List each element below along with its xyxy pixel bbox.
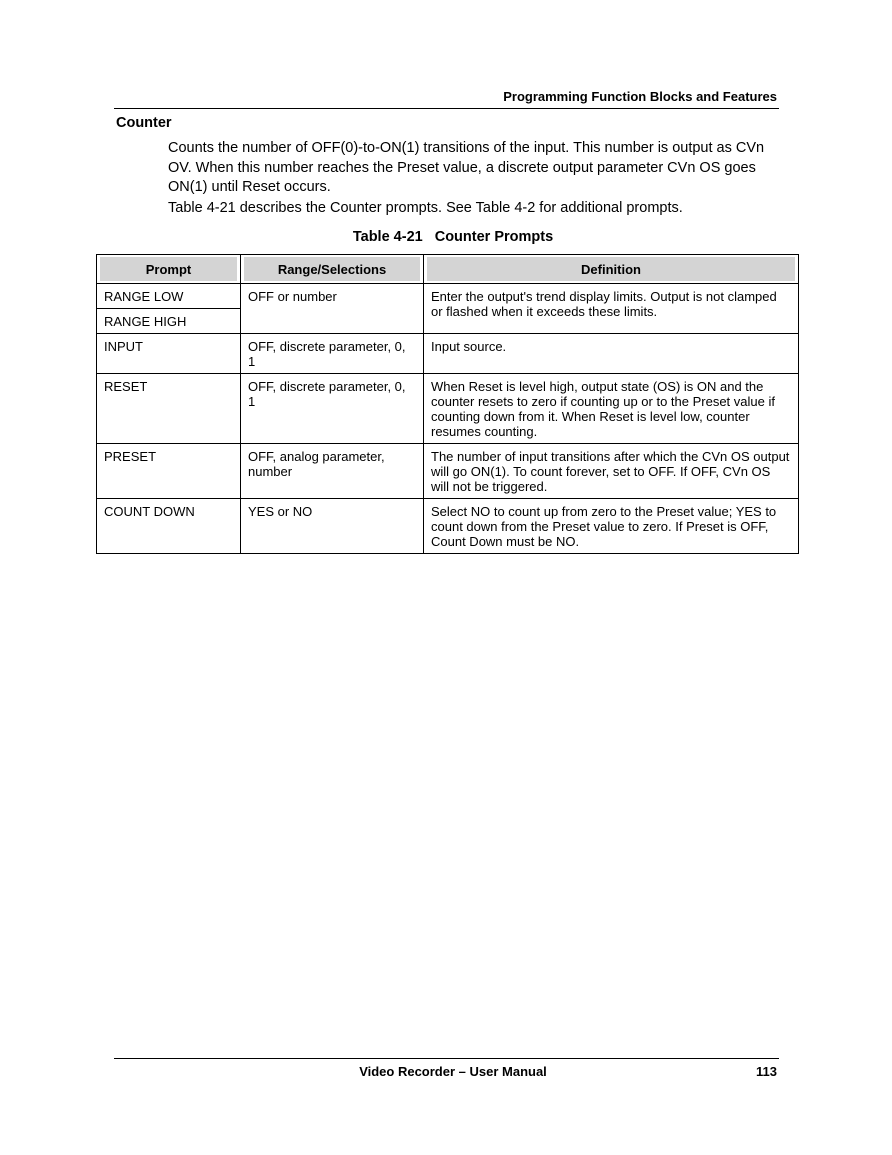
prompt-cell: RANGE LOW	[97, 284, 241, 309]
table-row	[97, 284, 799, 309]
definition-cell: When Reset is level high, output state (OS) is ON and the counter resets to zero if counting up or to the Preset value if counting down from it. When Reset is level low, counter resumes counting.	[424, 374, 799, 444]
definition-cell: The number of input transitions after which the CVn OS output will go ON(1). To count forever, set to OFF. If OFF, CVn OS will not be triggered.	[424, 444, 799, 499]
range-cell: OFF, analog parameter, number	[241, 444, 424, 499]
table-caption-number: Table 4-21	[352, 229, 423, 245]
definition-cell: Input source.	[424, 334, 799, 374]
table-row	[97, 334, 799, 374]
table-caption	[0, 229, 892, 245]
header-rule	[114, 108, 779, 109]
column-header-prompt: Prompt	[97, 255, 241, 284]
page-header-title: Programming Function Blocks and Features	[503, 89, 777, 104]
prompt-cell: INPUT	[97, 334, 241, 374]
table-row	[97, 444, 799, 499]
range-cell: OFF, discrete parameter, 0, 1	[241, 374, 424, 444]
prompt-cell: PRESET	[97, 444, 241, 499]
table-caption-title: Counter Prompts	[434, 229, 554, 245]
range-cell: OFF, discrete parameter, 0, 1	[241, 334, 424, 374]
prompt-cell: RESET	[97, 374, 241, 444]
definition-cell: Select NO to count up from zero to the Preset value; YES to count down from the Preset value to zero. If Preset is OFF, Count Down must be NO.	[424, 499, 799, 554]
table-row	[97, 374, 799, 444]
table-reference-paragraph: Table 4-21 describes the Counter prompts. See Table 4-2 for additional prompts.	[168, 200, 683, 216]
footer-title: Video Recorder – User Manual	[359, 1064, 547, 1079]
range-cell: YES or NO	[241, 499, 424, 554]
column-header-definition: Definition	[424, 255, 799, 284]
section-title: Counter	[116, 115, 172, 131]
table-row	[97, 499, 799, 554]
prompt-cell: COUNT DOWN	[97, 499, 241, 554]
definition-cell: Enter the output's trend display limits. Output is not clamped or flashed when it exceeds these limits.	[424, 284, 799, 334]
footer-rule	[114, 1058, 779, 1059]
prompt-cell: RANGE HIGH	[97, 309, 241, 334]
table-header-row	[97, 255, 799, 284]
intro-paragraph: Counts the number of OFF(0)-to-ON(1) transitions of the input. This number is output as CVn OV. When this number reaches the Preset value, a discrete output parameter CVn OS goes ON(1) until Reset occurs.	[168, 140, 765, 195]
page-number: 113	[756, 1064, 777, 1079]
column-header-range: Range/Selections	[241, 255, 424, 284]
range-cell: OFF or number	[241, 284, 424, 334]
counter-prompts-table	[96, 254, 799, 554]
